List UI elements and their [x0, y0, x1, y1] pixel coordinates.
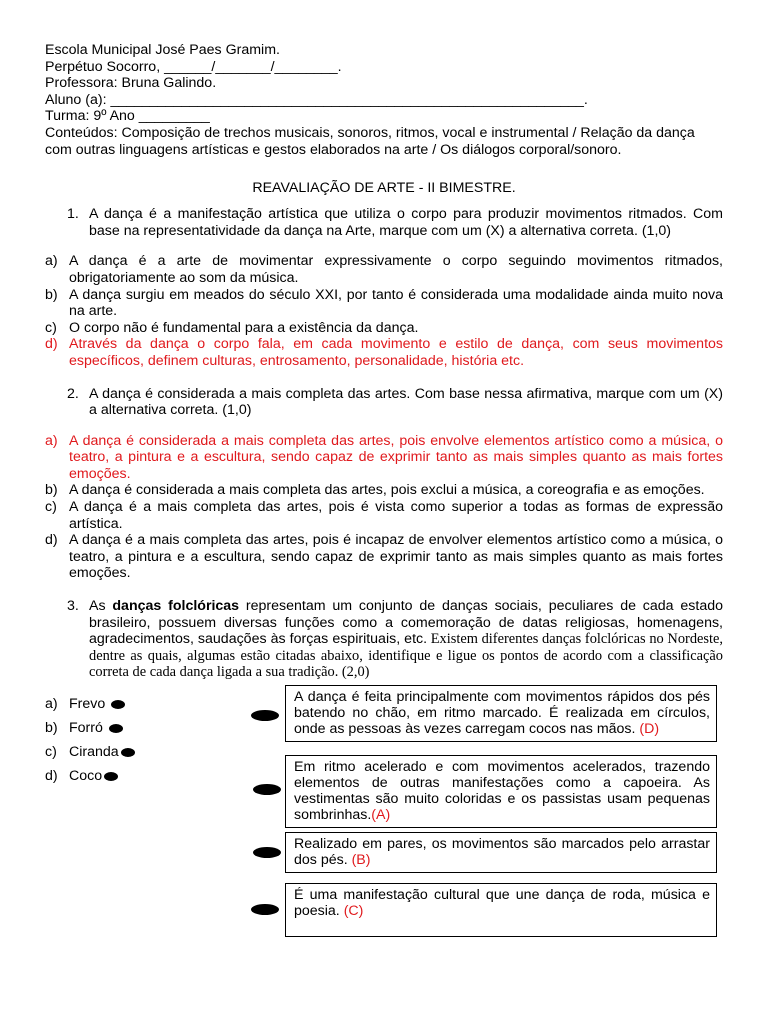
answer-label: (B)	[351, 852, 371, 868]
option-letter: c)	[45, 319, 57, 336]
option-letter: d)	[45, 336, 58, 353]
question-text: A dança é a manifestação artística que utiliza o corpo para produzir movimentos ritmados. Com base na representatividade da dança na Arte, marque com um (X) a alternativa correta. (1,0)	[89, 206, 723, 239]
q2-option-a[interactable]	[45, 433, 723, 483]
answer-label: (C)	[343, 903, 364, 919]
description-text: É uma manifestação cultural que une dança de roda, música e poesia.	[294, 887, 710, 919]
connector-dot[interactable]	[121, 748, 135, 757]
item-name: Frevo	[69, 696, 106, 712]
q2-option-d[interactable]	[45, 532, 723, 582]
option-letter: a)	[45, 432, 58, 449]
description-box-1	[285, 685, 717, 742]
question-number: 1.	[67, 206, 79, 223]
item-name: Forró	[69, 720, 103, 736]
q3-text-serif: Existem diferentes danças folclóricas no Nordeste, dentre as quais, algumas estão citadas abaixo, identifique e ligue os pontos de acordo com a classificação correta de cada dança ligada a sua tradição. (2,0)	[89, 631, 723, 681]
option-text: A dança é a mais completa das artes, pois é vista como superior a todas as formas de expressão artística.	[69, 499, 723, 532]
q1-option-d[interactable]	[45, 336, 723, 369]
q1-option-b[interactable]	[45, 287, 723, 320]
description-box-3	[285, 832, 717, 873]
item-name: Coco	[69, 768, 103, 784]
option-text: A dança é considerada a mais completa das artes, pois exclui a música, a coreografia e as emoções.	[69, 482, 705, 499]
student-field: Aluno (a): ____________________________________________________________.	[45, 91, 588, 108]
connector-dot[interactable]	[251, 904, 279, 915]
question-3	[45, 598, 723, 681]
description-box-2	[285, 755, 717, 828]
option-text: A dança surgiu em meados do século XXI, por tanto é considerada uma modalidade ainda muito nova na arte.	[69, 286, 723, 320]
option-text: O corpo não é fundamental para a existência da dança.	[69, 319, 419, 336]
q3-text-sans: representam um conjunto de danças sociais, peculiares de cada estado brasileiro, possuem diversas funções como a comemoração de datas religiosas, homenagens, agradecimentos, saudações às forças espirituais, etc.	[89, 598, 723, 648]
question-text	[89, 598, 723, 681]
q3-bold-term: danças folclóricas	[112, 598, 240, 615]
option-letter: c)	[45, 499, 57, 516]
option-letter: d)	[45, 532, 58, 549]
option-text: Através da dança o corpo fala, em cada movimento e estilo de dança, com seus movimentos específicos, definem culturas, entrosamento, personalidade, história etc.	[69, 336, 723, 369]
header	[45, 42, 723, 158]
page-title: REAVALIAÇÃO DE ARTE - II BIMESTRE.	[252, 180, 516, 197]
connector-dot[interactable]	[111, 700, 125, 709]
description-text: A dança é feita principalmente com movimentos rápidos dos pés batendo no chão, em ritmo marcado. É realizada em círculos, onde as pessoas às vezes carregam cocos nas mãos.	[294, 689, 710, 737]
item-letter: c)	[45, 744, 57, 760]
connector-dot[interactable]	[253, 847, 281, 858]
description-text: Realizado em pares, os movimentos são marcados pelo arrastar dos pés.	[294, 836, 710, 868]
q2-option-b[interactable]	[45, 482, 723, 499]
connector-dot[interactable]	[104, 772, 118, 781]
option-letter: a)	[45, 253, 58, 270]
item-letter: b)	[45, 720, 58, 736]
description-box-4	[285, 883, 717, 937]
dance-item-coco[interactable]	[45, 768, 118, 784]
matching-exercise	[45, 690, 735, 950]
q3-text-pre: As	[89, 598, 113, 615]
question-2	[45, 386, 723, 419]
connector-dot[interactable]	[109, 724, 123, 733]
question-1	[45, 206, 723, 239]
option-text: A dança é considerada a mais completa das artes, pois envolve elementos artístico como a música, o teatro, a pintura e a escultura, sendo capaz de exprimir tanto as mais simples quanto as mais fortes emoções.	[69, 432, 723, 482]
answer-label: (D)	[639, 721, 660, 737]
dance-item-frevo[interactable]	[45, 696, 125, 712]
question-text: A dança é considerada a mais completa das artes. Com base nessa afirmativa, marque com um (X) a alternativa correta. (1,0)	[89, 385, 723, 419]
question-number: 3.	[67, 598, 79, 615]
option-text: A dança é a arte de movimentar expressivamente o corpo seguindo movimentos ritmados, obrigatoriamente ao som da música.	[69, 253, 723, 286]
option-text: A dança é a mais completa das artes, pois é incapaz de envolver elementos artístico como a música, o teatro, a pintura e a escultura, sendo capaz de exprimir tanto as mais simples quanto as mais fortes emoções.	[69, 532, 723, 582]
item-name: Ciranda	[69, 744, 119, 760]
answer-label: (A)	[371, 807, 391, 823]
dance-item-ciranda[interactable]	[45, 744, 135, 760]
q2-option-c[interactable]	[45, 499, 723, 532]
school-name: Escola Municipal José Paes Gramim.	[45, 42, 280, 58]
option-letter: b)	[45, 286, 58, 303]
document-page	[45, 42, 723, 681]
question-number: 2.	[67, 385, 79, 402]
q1-option-c[interactable]	[45, 320, 723, 337]
item-letter: a)	[45, 696, 58, 712]
q1-option-a[interactable]	[45, 253, 723, 286]
contents: Conteúdos: Composição de trechos musicais, sonoros, ritmos, vocal e instrumental / Relação da dança com outras linguagens artísticas e gestos elaborados na arte / Os diálogos corporal/sonoro.	[45, 124, 695, 158]
city-date: Perpétuo Socorro, ______/_______/________.	[45, 58, 342, 75]
connector-dot[interactable]	[253, 784, 281, 795]
dance-item-forro[interactable]	[45, 720, 123, 736]
description-text: Em ritmo acelerado e com movimentos acelerados, trazendo elementos de outras manifestações como a capoeira. As vestimentas são muito coloridas e os passistas usam pequenas sombrinhas.	[294, 759, 710, 823]
option-letter: b)	[45, 482, 58, 499]
class-field: Turma: 9º Ano _________	[45, 108, 210, 125]
teacher-name: Professora: Bruna Galindo.	[45, 75, 217, 92]
connector-dot[interactable]	[251, 710, 279, 721]
item-letter: d)	[45, 768, 58, 784]
